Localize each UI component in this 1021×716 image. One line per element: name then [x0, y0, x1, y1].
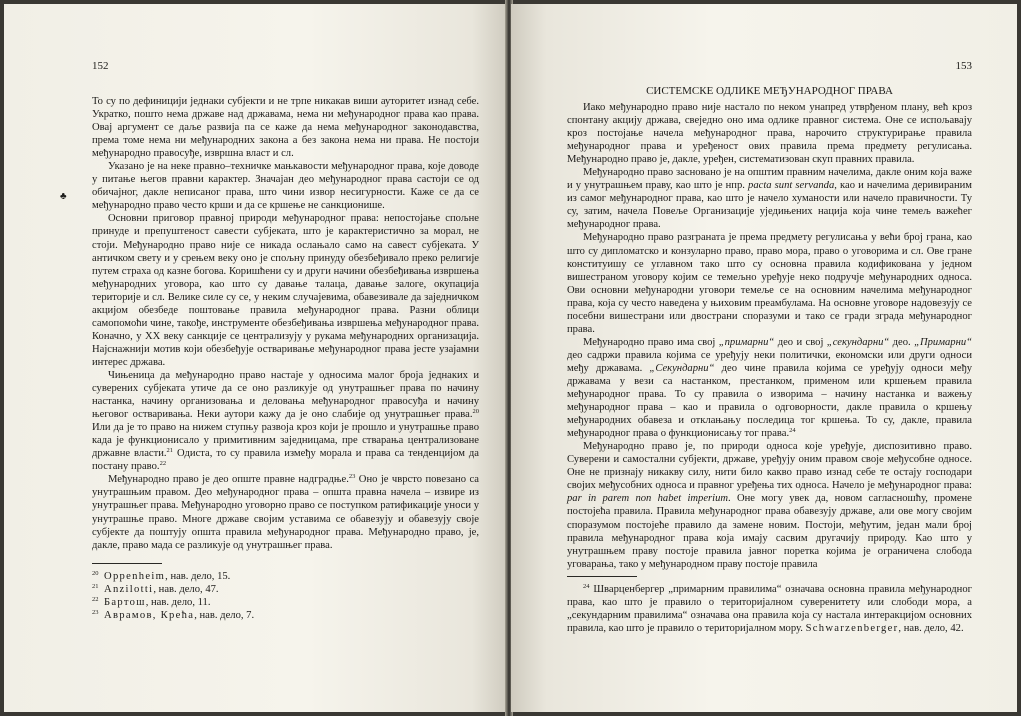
footnote-marker: 22 — [159, 460, 167, 468]
footnote: 23 Аврамов, Крећа, нав. дело, 7. — [92, 608, 255, 621]
paragraph: Међународно право је део опште правне надградње.$^{23}$ Оно је чврсто повезано са унутрашњим правом. Део међународног права – општа правна начела – извире из унутрашњег права. Међународно уговорно право се поступком ратификације уноси у унутрашње право. Многе државе својим уставима се обавезују и обавезују своје субјекте да поштују општа правила међународног права. Међународно право, је, дакле, право мада се разликује од унутрашњег права. — [92, 473, 479, 551]
footnote-divider — [92, 563, 162, 564]
paragraph: Указано је на неке правно–техничке мањкавости међународног права, које доводе у питање његов правни карактер. Значајан део међународног права састоји се од обичајног, дакле неписаног права, што чини извор несигурности. Каже се да се међународно право често крши и да се кршење не санкционише. — [92, 161, 479, 212]
footnote: $^{24}$ Шварценбергер „примарним правилима“ означава основна правила међународног права, као што је правило о територијалном суверенитету или слободи мора, а „секундарним правилима“ означава она правила која су настала интеракцијом основних правила, као што је правило о територијалном мору. Schwarzenberger, нав. дело, 42. — [567, 582, 972, 634]
footnote: 20 Oppenheim, нав. дело, 15. — [92, 569, 231, 582]
footnote-marker: 20 — [472, 408, 479, 416]
footnote: 22 Бартош, нав. дело, 11. — [92, 595, 211, 608]
footnote-marker: 21 — [166, 447, 174, 455]
left-page — [4, 4, 507, 712]
left-page-body — [92, 95, 479, 622]
footnote-marker: 23 — [348, 473, 356, 481]
margin-mark: ♣ — [60, 191, 67, 202]
paragraph: Међународно право има свој „примарни“ део и свој „секундарни“ део. „Примарни“ део садржи правила којима се уређују неки политички, економски или други односи међу државама. „Секундарни“ део чине правила којима се уређују односи међу државама у вези са настанком, престанком, применом или кршењем правила међународног права. То су правила о изворима – начину настанка и важењу међународног права – као и правила о одговорности, дакле правила о кршењу међународних обавеза и отклањању последица тог кршења. То су, дакле, правила међународног права о функционисању тог права.$^{24}$ — [567, 336, 973, 440]
paragraph: Међународно право засновано је на општим правним начелима, дакле оним која важе и у унутрашњем праву, као што је нпр. pacta sunt servanda, као и начелима деривираним из самог међународног права, као што је начело хуманости или начело правичности. Ту су, затим, начела Повеље Организације уједињених нација која чине темељ важећег међународног права. — [567, 167, 973, 231]
paragraph: Међународно право разграната је према предмету регулисања у већи број грана, као што су дипломатско и конзуларно право, право мора, право о уговорима и сл. Ове гране конституишу се углавном тако што су основна правила кодификована у једном вишестраном уговору којим се темељно уређује нeко подручје међународних односа. Ови основни међународни уговори темеље се на основним начелима међународног права, која су често наведена у њиховим преамбулама. На основне уговоре надовезују се посебни вишестрани или двострани споразуми и тако се гради зграда међународног права. — [567, 232, 972, 335]
right-page-body — [567, 101, 972, 635]
paragraph: Међународно право је, по природи односа које уређује, диспозитивно право. Суверени и самостални субјекти, државе, уређују оним правом своје међусобне односе. Оне не признају никакву силу, нити било какво право изнад себе те остају господари својих међусобних односа и правног уређења тих односа. Начело је међународног права: par in parem non habet imperium. Оне могу увек да, новом сагласношћу, промене постојећа правила. Правила међународног права обавезују државе, али ове могу својим споразумом постојеће правило да замене новим. Постоји, међутим, један мали број правила међународног права која имају сасвим другачију природу. Као што у унутрашњем праву постоје правила јавног поретка којима је ограничена слобода уговарања, тако у међународном праву постоје правила — [567, 441, 972, 570]
paragraph: Чињеница да међународно право настаје у односима малог броја једнаких и суверених субјеката утиче да се оно разликује од унутрашњег права по начину настанка, начину организовања и деловања међународног правосуђа и начину његовог остваривања. Неки аутори кажу да је оно слабије од унутрашњег права.$^{20}$ Или да је то право на нижем ступњу развоја кроз који је прошло и унутрашње право када је функционисало у примитивним заједницама, пре стварања централизоване државне власти.$^{21}$ Одиста, то су правила између морала и права са тенденцијом да постану право.$^{22}$ — [92, 369, 479, 473]
paragraph: То су по дефиницији једнаки субјекти и не трпе никакав виши ауторитет изнад себе. Укратко, пошто нема државе над државама, нема ни међународног права као права. Овај аргумент се даље развија па се каже да нема међународног законодавства, према томе нема ни међународних закона а без закона нема ни права. Не постоји међународно правосуђе, извршна власт и сл. — [92, 96, 479, 160]
right-page — [511, 4, 1017, 712]
page-number-right: 153 — [955, 60, 972, 72]
section-heading: СИСТЕМСКЕ ОДЛИКЕ МЕЂУНАРОДНОГ ПРАВА — [646, 85, 893, 97]
page-number-left: 152 — [92, 60, 109, 72]
paragraph: Иако међународно право није настало по неком унапред утврђеном плану, већ кроз спонтану акцију држава, свеједно оно има одлике правног система. Оне се испољавају кроз постојање начела међународног права, нарочито структурирање правила међународног права и уређеност ових правила према предмету регулисања. Међународно право је, дакле, уређен, систематизован скуп правних правила. — [567, 102, 972, 166]
footnote-marker: 24 — [789, 427, 796, 435]
paragraph: Основни приговор правној природи међународног права: непостојање спољне принуде и препуштеност савести субјеката, што је карактеристично за морал, не стоји. Међународно право није се никада ослањало само на савест субјеката. У античком свету и у срењем веку оно је спољну принуду обезбеђивало преко религије путем страха од казне богова. Коришћени су и други начини обезбеђивања извршења међународних уговора, као што су давање талаца, давање залоге, окупација територије и сл. Велике силе су се, у неким случајевима, обавезивале да заједничком акцијом обезбеде поштовање правила међународног права. Разни облици самопомоћи чине, такође, инструменте обезбеђивања извршења међународног права. Коначно, у XX веку санкције се централизују у рукама међународних организација. Најснажнији мотив који обезбеђује остваривање међународног права јесте узајамни интерес држава. — [92, 213, 479, 368]
footnote-divider — [567, 576, 637, 577]
footnote: 21 Anzilotti, нав. дело, 47. — [92, 582, 219, 595]
